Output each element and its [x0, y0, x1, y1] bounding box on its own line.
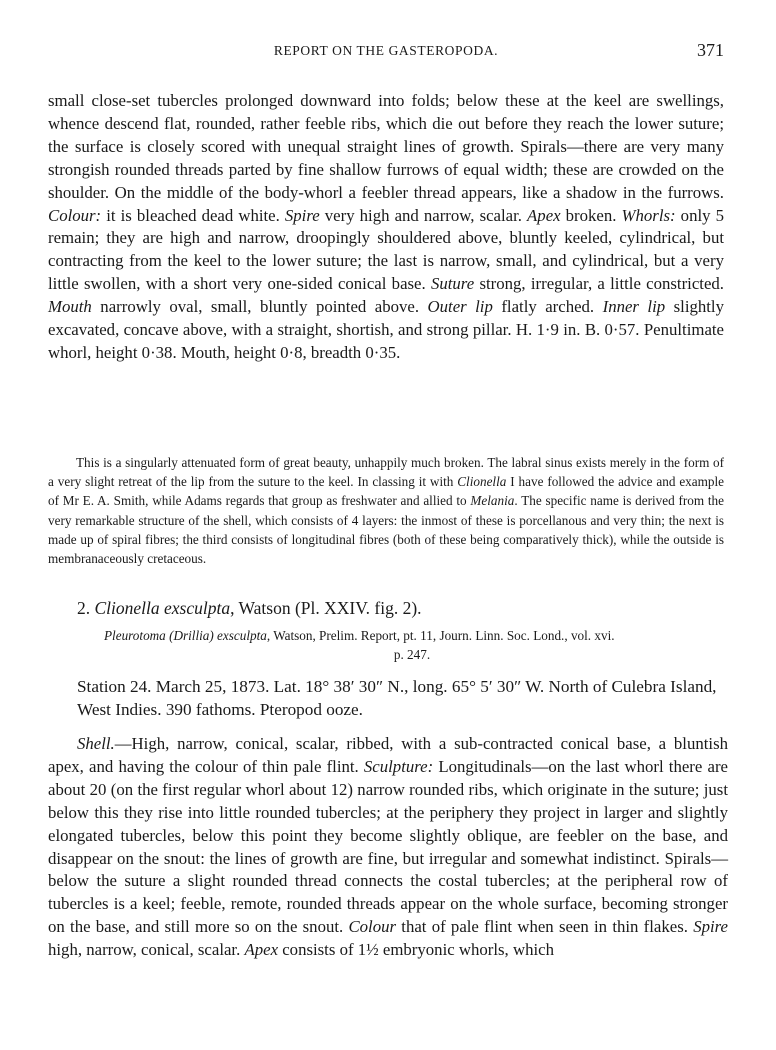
text-run: . The specific name is derived from the very remarkable structure of the shell, which consists of 4 layers: the inmost of these is porcellanous and very thin; the next is made up of spiral fibres; the third consists of longitudinal fibres (both of these being comparatively thick), while the outside is membranaceously cretaceous.	[48, 493, 724, 567]
text-run: high, narrow, conical, scalar.	[48, 940, 245, 960]
remarks-note	[48, 453, 724, 568]
synonym-name: Pleurotoma (Drillia) exsculpta	[104, 628, 267, 643]
text-run: narrowly oval, small, bluntly pointed above.	[91, 297, 428, 317]
text-run: flatly arched.	[492, 297, 603, 317]
text-run: slightly excavated, concave above, with a straight, shortish, and strong pillar. H. 1·9 in. B. 0·57. Penultimate whorl, height 0·38. Mouth, height 0·8, breadth 0·35.	[48, 297, 724, 362]
page-header	[48, 40, 724, 62]
synonymy-citation	[104, 626, 720, 664]
term-spire: Spire	[284, 205, 320, 225]
running-head: REPORT ON THE GASTEROPODA.	[273, 43, 499, 58]
genus-clionella: Clionella	[457, 474, 507, 490]
term-apex: Apex	[244, 940, 279, 960]
species-heading	[77, 598, 422, 619]
text-run: only 5 remain; they are high and narrow, droopingly shouldered above, bluntly keeled, cylindrical, but contracting from the keel to the lower suture; the last is narrow, small, and cylindrical, but a very little swollen, with a short very one-sided conical base.	[48, 205, 724, 294]
term-spire: Spire	[693, 917, 728, 937]
citation-text: , Watson, Prelim. Report, pt. 11, Journ. Linn. Soc. Lond., vol. xvi.	[266, 628, 615, 643]
text-run: I have followed the advice and example of Mr E. A. Smith, while Adams regards that group as freshwater and allied to	[48, 474, 724, 509]
term-colour: Colour:	[48, 205, 102, 225]
station-record: Station 24. March 25, 1873. Lat. 18° 38′ 30″ N., long. 65° 5′ 30″ W. North of Culebra Island, West Indies. 390 fathoms. Pteropod ooze.	[77, 677, 717, 719]
page-number: 371	[697, 40, 724, 60]
text-run: it is bleached dead white.	[101, 205, 285, 225]
species-number: 2.	[77, 598, 95, 618]
species-name: Clionella exsculpta	[94, 598, 231, 618]
term-whorls: Whorls:	[621, 205, 676, 225]
text-run: consists of 1½ embryonic whorls, which	[278, 940, 554, 960]
citation-pages: p. 247.	[393, 647, 431, 662]
description-paragraph	[48, 90, 724, 365]
species-author: , Watson (Pl. XXIV. fig. 2).	[230, 598, 422, 618]
text-run: This is a singularly attenuated form of great beauty, unhappily much broken. The labral sinus exists merely in the form of a very slight retreat of the lip from the suture to the keel. In classing it with	[48, 455, 724, 490]
term-mouth: Mouth	[48, 297, 92, 317]
text-run: strong, irregular, a little constricted.	[474, 274, 724, 294]
genus-melania: Melania	[470, 493, 515, 509]
text-run: small close-set tubercles prolonged downward into folds; below these at the keel are swellings, whence descend flat, rounded, rather feeble ribs, which die out before they reach the lower suture; the surface is closely scored with unequal straight lines of growth. Spirals—there are very many strongish rounded threads parted by fine shallow furrows of equal width; these are crowded on the shoulder. On the middle of the body-whorl a feebler thread appears, like a shadow in the furrows.	[48, 91, 724, 202]
term-outer-lip: Outer lip	[427, 297, 493, 317]
text-run: broken.	[560, 205, 622, 225]
text-run: —High, narrow, conical, scalar, ribbed, with a sub-contracted conical base, a bluntish apex, and having the colour of thin pale flint.	[48, 734, 728, 776]
text-run: Longitudinals—on the last whorl there are about 20 (on the first regular whorl about 12) narrow rounded ribs, which originate in the suture; just below this they rise into little rounded tubercles; at the periphery they project in larger and slightly elongated tubercles, below this point they become slightly oblique, are feebler on the base, and disappear on the snout: the lines of growth are fine, but irregular and somewhat indistinct. Spirals—below the suture a slight rounded thread connects the costal tubercles; at the peripheral row of tubercles is a keel; feeble, remote, rounded threads appear on the whole surface, becoming stronger on the base, and still more so on the snout.	[48, 756, 728, 937]
text-run: that of pale flint when seen in thin flakes.	[396, 917, 694, 937]
term-sculpture: Sculpture:	[363, 756, 434, 776]
text-run: very high and narrow, scalar.	[319, 205, 528, 225]
term-apex: Apex	[527, 205, 561, 225]
shell-description-paragraph	[48, 733, 728, 962]
term-colour: Colour	[348, 917, 397, 937]
term-shell: Shell.	[77, 734, 115, 753]
term-suture: Suture	[430, 274, 475, 294]
term-inner-lip: Inner lip	[602, 297, 666, 317]
